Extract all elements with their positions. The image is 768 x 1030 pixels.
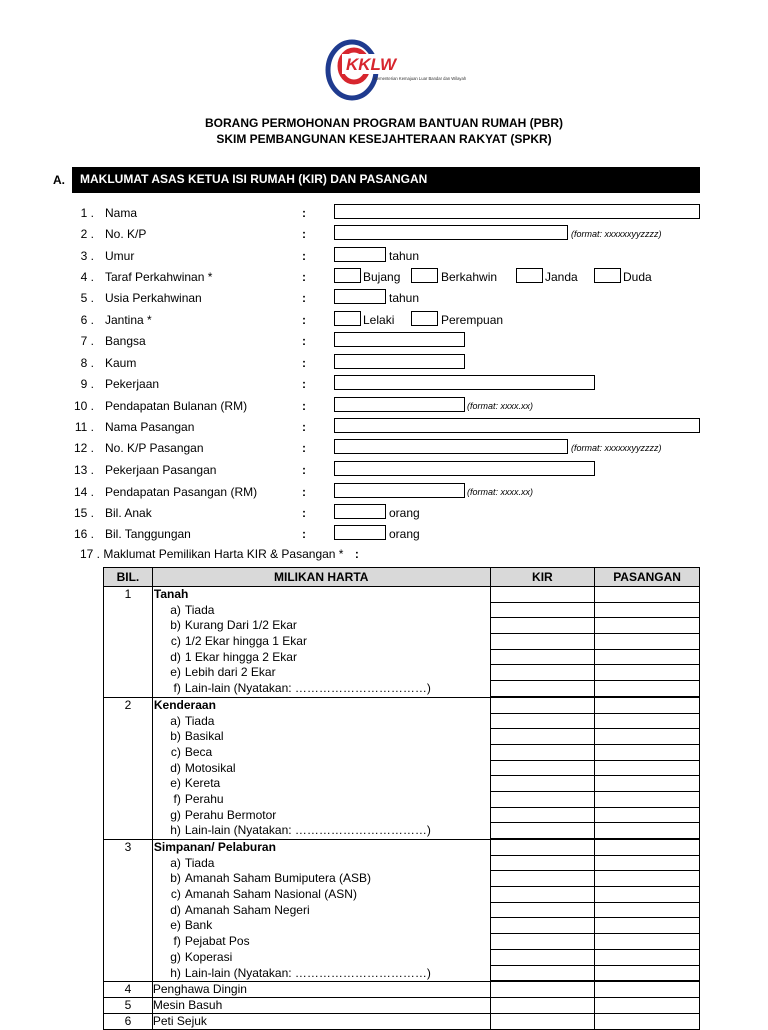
kir-answer-cell[interactable] xyxy=(491,681,595,697)
logo-text: KKLW xyxy=(346,55,397,74)
field-colon: : xyxy=(302,527,306,541)
field-colon: : xyxy=(302,313,306,327)
pasangan-answer-cell[interactable] xyxy=(595,823,699,839)
option-text: Kereta xyxy=(184,776,221,791)
field-row-no-kp xyxy=(0,224,768,244)
pasangan-answer-cell[interactable] xyxy=(595,1014,700,1030)
option-label: Bujang xyxy=(363,270,401,284)
option-text: Amanah Saham Negeri xyxy=(184,902,310,917)
kir-answer-cell[interactable] xyxy=(491,665,595,681)
field-row-bil-anak xyxy=(0,503,768,523)
kir-answer-cell[interactable] xyxy=(491,776,595,792)
pasangan-answer-cell[interactable] xyxy=(595,665,699,681)
pendapatan-pasangan-input[interactable] xyxy=(334,483,465,498)
bil-anak-input[interactable] xyxy=(334,504,386,519)
field-label: Nama xyxy=(105,206,138,220)
nama-pasangan-input[interactable] xyxy=(334,418,700,433)
kir-answer-cell[interactable] xyxy=(491,650,595,666)
option-text: Amanah Saham Bumiputera (ASB) xyxy=(184,871,371,886)
pasangan-answer-cell[interactable] xyxy=(595,634,699,650)
option-letter: b) xyxy=(170,618,181,633)
kir-answer-cell[interactable] xyxy=(491,887,595,903)
kir-answer-cell[interactable] xyxy=(491,634,595,650)
option-text: Beca xyxy=(184,744,213,759)
field-row-pendapatan-pasangan xyxy=(0,482,768,502)
list-item xyxy=(153,871,490,887)
pasangan-answer-cell[interactable] xyxy=(595,950,699,966)
option-text: Koperasi xyxy=(184,949,233,964)
option-letter: c) xyxy=(170,887,181,902)
option-letter: a) xyxy=(170,602,181,617)
field-colon: : xyxy=(302,420,306,434)
pasangan-answer-cell[interactable] xyxy=(595,856,699,872)
kir-answer-cell[interactable] xyxy=(491,792,595,808)
group-title: Kenderaan xyxy=(153,697,216,712)
list-item xyxy=(153,681,490,697)
option-letter: f) xyxy=(173,934,181,949)
list-item xyxy=(153,665,490,681)
table-row xyxy=(104,982,700,998)
field-colon: : xyxy=(302,291,306,305)
pasangan-answer-cell[interactable] xyxy=(595,745,699,761)
option-text: Tiada xyxy=(184,602,215,617)
table-row xyxy=(104,587,700,698)
option-letter: d) xyxy=(170,649,181,664)
kir-answer-cell[interactable] xyxy=(491,698,595,714)
field-colon: : xyxy=(302,441,306,455)
table-cell-item xyxy=(152,587,490,698)
field-colon: : xyxy=(302,377,306,391)
option-text: Lebih dari 2 Ekar xyxy=(184,665,276,680)
option-letter: c) xyxy=(170,744,181,759)
pasangan-answer-cell[interactable] xyxy=(595,934,699,950)
kir-answer-cell[interactable] xyxy=(491,934,595,950)
section-title: MAKLUMAT ASAS KETUA ISI RUMAH (KIR) DAN PASANGAN xyxy=(80,172,428,186)
option-text: Lain-lain (Nyatakan: ……………………………) xyxy=(184,823,431,838)
field-row-nama xyxy=(0,203,768,223)
pasangan-answer-cell[interactable] xyxy=(595,776,699,792)
pasangan-answer-cell[interactable] xyxy=(595,871,699,887)
field-colon: : xyxy=(302,249,306,263)
field-label: No. K/P Pasangan xyxy=(105,441,204,455)
list-item xyxy=(153,603,490,619)
table-cell-bil: 4 xyxy=(104,982,153,998)
table-cell-bil: 2 xyxy=(104,697,153,839)
field-number: 9 . xyxy=(80,377,94,391)
unit-label: orang xyxy=(389,506,420,520)
no-kp-pasangan-input[interactable] xyxy=(334,439,568,454)
unit-label: tahun xyxy=(389,249,420,263)
field-row-pendapatan-bulanan xyxy=(0,396,768,416)
field-colon: : xyxy=(302,356,306,370)
field-label: Bil. Anak xyxy=(105,506,152,520)
pasangan-answer-cell[interactable] xyxy=(595,998,700,1014)
field-number: 5 . xyxy=(80,291,94,305)
table-cell-pasangan xyxy=(595,697,700,839)
option-letter: h) xyxy=(170,965,181,980)
logo-subtext: Kementerian Kemajuan Luar Bandar dan Wilayah xyxy=(374,76,467,81)
field-label: Maklumat Pemilikan Harta KIR & Pasangan * xyxy=(103,547,344,561)
field-number: 10 . xyxy=(73,399,94,413)
pasangan-answer-cell[interactable] xyxy=(595,698,699,714)
bil-tanggungan-input[interactable] xyxy=(334,525,386,540)
table-cell-bil: 5 xyxy=(104,998,153,1014)
option-text: Tiada xyxy=(184,855,215,870)
field-row-jantina xyxy=(0,310,768,330)
table-cell-kir xyxy=(490,697,595,839)
list-item xyxy=(153,618,490,634)
table-cell-bil: 1 xyxy=(104,587,153,698)
assets-table xyxy=(103,567,700,1030)
field-colon: : xyxy=(302,399,306,413)
option-text: 1 Ekar hingga 2 Ekar xyxy=(184,649,297,664)
pasangan-answer-cell[interactable] xyxy=(595,840,699,856)
option-label: Duda xyxy=(623,270,652,284)
option-letter: e) xyxy=(170,776,181,791)
header-kir: KIR xyxy=(490,568,595,587)
table-cell-pasangan xyxy=(595,840,700,982)
field-label: Bangsa xyxy=(105,334,146,348)
option-text: Perahu Bermotor xyxy=(184,807,277,822)
pasangan-answer-cell[interactable] xyxy=(595,603,699,619)
list-item xyxy=(153,856,490,872)
field-colon: : xyxy=(302,270,306,284)
list-item xyxy=(153,776,490,792)
list-item xyxy=(153,950,490,966)
table-cell-kir xyxy=(490,840,595,982)
field-row-bangsa xyxy=(0,331,768,351)
kir-answer-cell[interactable] xyxy=(491,808,595,824)
list-item xyxy=(153,966,490,982)
list-item xyxy=(153,650,490,666)
table-cell-item: Mesin Basuh xyxy=(152,998,490,1014)
field-label: Umur xyxy=(105,249,135,263)
field-number: 1 . xyxy=(80,206,94,220)
option-label: Janda xyxy=(545,270,578,284)
table-cell-item: Penghawa Dingin xyxy=(152,982,490,998)
table-cell-kir xyxy=(490,587,595,698)
field-number: 6 . xyxy=(80,313,94,327)
table-cell-item xyxy=(152,697,490,839)
list-item xyxy=(153,808,490,824)
bangsa-input[interactable] xyxy=(334,332,465,347)
kir-answer-cell[interactable] xyxy=(491,903,595,919)
field-number: 7 . xyxy=(80,334,94,348)
option-text: 1/2 Ekar hingga 1 Ekar xyxy=(184,634,307,649)
field-row-pekerjaan xyxy=(0,374,768,394)
field-row-no-kp-pasangan xyxy=(0,438,768,458)
kir-answer-cell[interactable] xyxy=(491,729,595,745)
field-row-kaum xyxy=(0,353,768,373)
option-text: Kurang Dari 1/2 Ekar xyxy=(184,618,297,633)
field-label: Pendapatan Pasangan (RM) xyxy=(105,485,258,499)
pasangan-answer-cell[interactable] xyxy=(595,903,699,919)
option-letter: h) xyxy=(170,823,181,838)
table-row xyxy=(104,1014,700,1030)
option-text: Tiada xyxy=(184,713,215,728)
header-bil: BIL. xyxy=(104,568,153,587)
usia-perkahwinan-input[interactable] xyxy=(334,289,386,304)
option-letter: b) xyxy=(170,871,181,886)
field-number: 11 . xyxy=(74,420,94,434)
form-title-line1: BORANG PERMOHONAN PROGRAM BANTUAN RUMAH (PBR) xyxy=(205,116,563,130)
field-colon: : xyxy=(302,227,306,241)
berkahwin-checkbox[interactable] xyxy=(411,268,438,283)
kir-answer-cell[interactable] xyxy=(491,918,595,934)
kir-answer-cell[interactable] xyxy=(491,745,595,761)
kaum-input[interactable] xyxy=(334,354,465,369)
list-item xyxy=(153,714,490,730)
section-letter: A. xyxy=(53,173,65,187)
option-text: Bank xyxy=(184,918,213,933)
field-number: 16 . xyxy=(73,527,94,541)
field-number: 12 . xyxy=(73,441,94,455)
kir-answer-cell[interactable] xyxy=(491,618,595,634)
option-letter: e) xyxy=(170,918,181,933)
kir-answer-cell[interactable] xyxy=(491,856,595,872)
field-label: No. K/P xyxy=(105,227,147,241)
pekerjaan-pasangan-input[interactable] xyxy=(334,461,595,476)
bujang-checkbox[interactable] xyxy=(334,268,361,283)
pekerjaan-input[interactable] xyxy=(334,375,595,390)
kir-answer-cell[interactable] xyxy=(490,1014,595,1030)
table-row xyxy=(104,998,700,1014)
pasangan-answer-cell[interactable] xyxy=(595,761,699,777)
field-number: 13 . xyxy=(73,463,94,477)
pasangan-answer-cell[interactable] xyxy=(595,714,699,730)
kir-answer-cell[interactable] xyxy=(491,840,595,856)
field-number: 3 . xyxy=(80,249,94,263)
option-text: Lain-lain (Nyatakan: ……………………………) xyxy=(184,681,431,696)
field-row-maklumat-pemilikan-harta xyxy=(80,547,359,561)
perempuan-checkbox[interactable] xyxy=(411,311,438,326)
field-label: Bil. Tanggungan xyxy=(105,527,191,541)
field-colon: : xyxy=(302,506,306,520)
lelaki-checkbox[interactable] xyxy=(334,311,361,326)
unit-label: orang xyxy=(389,527,420,541)
no-kp-input[interactable] xyxy=(334,225,568,240)
list-item xyxy=(153,634,490,650)
pasangan-answer-cell[interactable] xyxy=(595,618,699,634)
pasangan-answer-cell[interactable] xyxy=(595,587,699,603)
option-letter: d) xyxy=(170,760,181,775)
option-text: Pejabat Pos xyxy=(184,934,250,949)
field-colon: : xyxy=(354,547,359,561)
pasangan-answer-cell[interactable] xyxy=(595,887,699,903)
option-text: Amanah Saham Nasional (ASN) xyxy=(184,887,357,902)
option-text: Motosikal xyxy=(184,760,236,775)
table-cell-bil: 3 xyxy=(104,840,153,982)
list-item xyxy=(153,918,490,934)
header-milikan-harta: MILIKAN HARTA xyxy=(152,568,490,587)
pasangan-answer-cell[interactable] xyxy=(595,729,699,745)
pasangan-answer-cell[interactable] xyxy=(595,918,699,934)
field-row-bil-tanggungan xyxy=(0,524,768,544)
option-letter: f) xyxy=(173,791,181,806)
kir-answer-cell[interactable] xyxy=(490,982,595,998)
field-number: 2 . xyxy=(80,227,94,241)
field-colon: : xyxy=(302,206,306,220)
option-letter: d) xyxy=(170,902,181,917)
format-hint: (format: xxxxxxyyzzzz) xyxy=(571,443,662,453)
kir-answer-cell[interactable] xyxy=(491,871,595,887)
umur-input[interactable] xyxy=(334,247,386,262)
kir-answer-cell[interactable] xyxy=(491,587,595,603)
pasangan-answer-cell[interactable] xyxy=(595,982,700,998)
option-letter: g) xyxy=(170,949,181,964)
kir-answer-cell[interactable] xyxy=(491,714,595,730)
format-hint: (format: xxxx.xx) xyxy=(467,401,534,411)
list-item xyxy=(153,745,490,761)
duda-checkbox[interactable] xyxy=(594,268,621,283)
option-letter: b) xyxy=(170,729,181,744)
format-hint: (format: xxxxxxyyzzzz) xyxy=(571,229,662,239)
table-header-row xyxy=(104,568,700,587)
option-letter: a) xyxy=(170,713,181,728)
table-cell-bil: 6 xyxy=(104,1014,153,1030)
header-pasangan: PASANGAN xyxy=(595,568,700,587)
kir-answer-cell[interactable] xyxy=(491,950,595,966)
field-label: Kaum xyxy=(105,356,137,370)
list-item xyxy=(153,903,490,919)
field-row-pekerjaan-pasangan xyxy=(0,460,768,480)
field-row-umur xyxy=(0,246,768,266)
group-title: Simpanan/ Pelaburan xyxy=(153,840,276,854)
option-letter: c) xyxy=(170,634,181,649)
pasangan-answer-cell[interactable] xyxy=(595,681,699,697)
field-number: 4 . xyxy=(80,270,94,284)
field-colon: : xyxy=(302,334,306,348)
list-item xyxy=(153,761,490,777)
kir-answer-cell[interactable] xyxy=(491,823,595,839)
field-number: 14 . xyxy=(73,485,94,499)
pendapatan-bulanan-input[interactable] xyxy=(334,397,465,412)
option-label: Berkahwin xyxy=(441,270,498,284)
option-label: Perempuan xyxy=(441,313,504,327)
format-hint: (format: xxxx.xx) xyxy=(467,487,534,497)
option-text: Lain-lain (Nyatakan: ……………………………) xyxy=(184,965,431,980)
pasangan-answer-cell[interactable] xyxy=(595,966,699,982)
list-item xyxy=(153,887,490,903)
table-cell-pasangan xyxy=(595,587,700,698)
field-label: Pendapatan Bulanan (RM) xyxy=(105,399,248,413)
option-letter: e) xyxy=(170,665,181,680)
field-label: Usia Perkahwinan xyxy=(105,291,202,305)
field-label: Taraf Perkahwinan * xyxy=(105,270,213,284)
option-letter: g) xyxy=(170,807,181,822)
kir-answer-cell[interactable] xyxy=(491,761,595,777)
list-item xyxy=(153,729,490,745)
option-letter: f) xyxy=(173,681,181,696)
option-letter: a) xyxy=(170,855,181,870)
pasangan-answer-cell[interactable] xyxy=(595,650,699,666)
form-title-line2: SKIM PEMBANGUNAN KESEJAHTERAAN RAKYAT (SPKR) xyxy=(216,132,552,146)
field-label: Pekerjaan xyxy=(105,377,160,391)
option-label: Lelaki xyxy=(363,313,395,327)
option-text: Basikal xyxy=(184,729,224,744)
field-label: Nama Pasangan xyxy=(105,420,195,434)
kklw-logo xyxy=(322,38,467,104)
pasangan-answer-cell[interactable] xyxy=(595,792,699,808)
field-label: Jantina * xyxy=(105,313,152,327)
group-title: Tanah xyxy=(153,587,189,601)
nama-input[interactable] xyxy=(334,204,700,219)
field-number: 8 . xyxy=(80,356,94,370)
table-cell-item: Peti Sejuk xyxy=(152,1014,490,1030)
field-number: 17 . xyxy=(80,547,101,561)
table-row xyxy=(104,697,700,839)
unit-label: tahun xyxy=(389,291,420,305)
field-row-usia-perkahwinan xyxy=(0,288,768,308)
field-colon: : xyxy=(302,463,306,477)
janda-checkbox[interactable] xyxy=(516,268,543,283)
field-colon: : xyxy=(302,485,306,499)
kir-answer-cell[interactable] xyxy=(490,998,595,1014)
pasangan-answer-cell[interactable] xyxy=(595,808,699,824)
table-row xyxy=(104,840,700,982)
list-item xyxy=(153,792,490,808)
table-cell-item xyxy=(152,840,490,982)
field-label: Pekerjaan Pasangan xyxy=(105,463,217,477)
field-number: 15 . xyxy=(73,506,94,520)
field-row-taraf-perkahwinan xyxy=(0,267,768,287)
list-item xyxy=(153,823,490,839)
kir-answer-cell[interactable] xyxy=(491,603,595,619)
field-row-nama-pasangan xyxy=(0,417,768,437)
list-item xyxy=(153,934,490,950)
kir-answer-cell[interactable] xyxy=(491,966,595,982)
option-text: Perahu xyxy=(184,791,224,806)
